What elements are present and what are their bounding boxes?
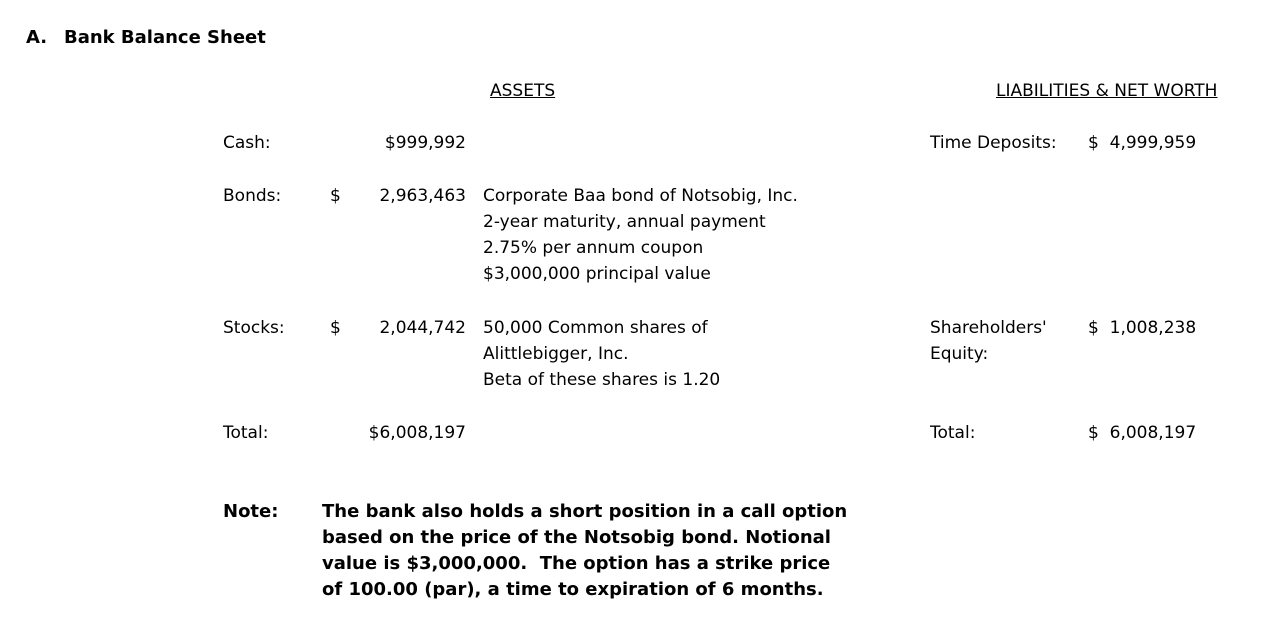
time-deposits-label: Time Deposits: [930,133,1057,153]
stocks-description [483,315,720,393]
equity-label-line: Equity: [930,344,989,364]
note-label: Note: [223,501,279,522]
equity-label-line: Shareholders' [930,318,1047,338]
section-letter: A. [26,27,48,48]
liabilities-total-value: $ 6,008,197 [1088,423,1197,443]
time-deposits-value: $ 4,999,959 [1088,133,1197,153]
stocks-description-line: 50,000 Common shares of [483,318,708,338]
assets-header: ASSETS [490,81,556,101]
bonds-value: 2,963,463 [379,186,466,206]
cash-value: $999,992 [384,133,466,153]
note-text [322,499,847,603]
stocks-currency: $ [330,318,341,338]
bonds-description-line: 2-year maturity, annual payment [483,212,766,232]
liabilities-total-label: Total: [930,423,976,443]
note-line: based on the price of the Notsobig bond. Notional [322,527,831,548]
assets-total-value: $6,008,197 [368,423,466,443]
stocks-description-line: Alittlebigger, Inc. [483,344,629,364]
bonds-label: Bonds: [223,186,282,206]
bonds-description-line: 2.75% per annum coupon [483,238,704,258]
note-line: of 100.00 (par), a time to expiration of 6 months. [322,579,824,600]
liabilities-header: LIABILITIES & NET WORTH [996,81,1218,101]
stocks-description-line: Beta of these shares is 1.20 [483,370,721,390]
section-title: Bank Balance Sheet [64,27,266,48]
note-line: value is $3,000,000. The option has a strike price [322,553,831,574]
equity-label [930,315,1047,367]
assets-total-label: Total: [223,423,269,443]
stocks-label: Stocks: [223,318,285,338]
equity-value: $ 1,008,238 [1088,318,1197,338]
cash-label: Cash: [223,133,271,153]
bonds-description [483,183,798,287]
stocks-value: 2,044,742 [379,318,466,338]
bonds-currency: $ [330,186,341,206]
bonds-description-line: Corporate Baa bond of Notsobig, Inc. [483,186,798,206]
note-line: The bank also holds a short position in a call option [322,501,848,522]
bonds-description-line: $3,000,000 principal value [483,264,711,284]
